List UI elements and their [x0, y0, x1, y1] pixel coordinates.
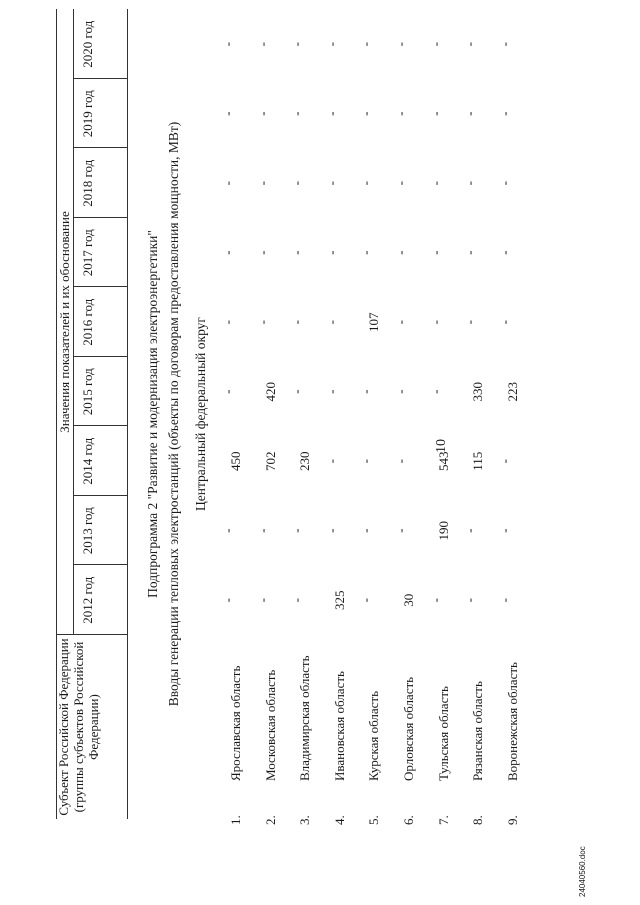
value-cell: -: [254, 250, 270, 255]
value-cell: 543: [435, 451, 451, 471]
year-col-divider: [73, 356, 127, 357]
value-cell: -: [323, 181, 339, 186]
value-cell: -: [323, 111, 339, 116]
value-cell: -: [496, 528, 512, 533]
value-cell: -: [427, 598, 443, 603]
region-name: Ярославская область: [228, 665, 243, 781]
value-cell: -: [254, 42, 270, 47]
value-cell: -: [254, 528, 270, 533]
subprogram-title: Подпрограмма 2 "Развитие и модернизация электроэнергетики": [145, 230, 160, 598]
value-cell: -: [496, 42, 512, 47]
value-cell: -: [358, 42, 374, 47]
value-cell: 230: [297, 451, 313, 471]
row-number: 2.: [262, 815, 278, 825]
value-cell: -: [427, 181, 443, 186]
value-cell: -: [358, 181, 374, 186]
region-name: Московская область: [262, 669, 278, 781]
row-number: 4.: [331, 815, 347, 825]
year-header: 2019 год: [80, 90, 95, 138]
year-col-divider: [73, 495, 127, 496]
value-cell: 115: [470, 451, 486, 471]
year-col-divider: [73, 287, 127, 288]
value-cell: -: [393, 181, 408, 186]
value-cell: 450: [228, 451, 243, 471]
value-cell: -: [323, 250, 339, 255]
value-cell: -: [220, 111, 235, 116]
value-cell: -: [220, 528, 235, 533]
year-header: 2013 год: [80, 507, 95, 555]
value-cell: -: [358, 250, 374, 255]
value-cell: -: [220, 389, 235, 394]
value-cell: -: [220, 250, 235, 255]
value-cell: 190: [435, 521, 451, 541]
year-col-divider: [73, 217, 127, 218]
row-number: 9.: [504, 815, 520, 825]
value-cell: -: [358, 111, 374, 116]
value-cell: -: [220, 42, 235, 47]
value-cell: -: [289, 181, 305, 186]
value-cell: -: [496, 459, 512, 464]
value-cell: -: [462, 250, 478, 255]
row-number: 6.: [401, 815, 416, 825]
value-cell: -: [496, 181, 512, 186]
value-cell: -: [393, 111, 408, 116]
value-cell: -: [496, 250, 512, 255]
row-number: 7.: [435, 815, 451, 825]
value-cell: -: [254, 320, 270, 325]
value-cell: -: [358, 459, 374, 464]
value-cell: -: [358, 598, 374, 603]
value-cell: 325: [331, 590, 347, 610]
region-name: Орловская область: [401, 676, 416, 781]
value-cell: 702: [262, 451, 278, 471]
year-col-divider: [73, 148, 127, 149]
value-cell: -: [427, 320, 443, 325]
value-cell: -: [358, 389, 374, 394]
value-cell: -: [289, 250, 305, 255]
value-cell: -: [254, 598, 270, 603]
value-cell: -: [427, 111, 443, 116]
value-cell: -: [254, 181, 270, 186]
value-cell: -: [427, 250, 443, 255]
value-cell: -: [323, 459, 339, 464]
value-cell: -: [496, 598, 512, 603]
district-title: Центральный федеральный округ: [193, 317, 208, 511]
region-name: Ивановская область: [331, 671, 347, 781]
value-cell: -: [462, 320, 478, 325]
row-number: 8.: [470, 815, 486, 825]
page-number: 10: [434, 439, 449, 453]
value-cell: -: [323, 42, 339, 47]
row-number: 5.: [366, 815, 382, 825]
value-cell: -: [462, 528, 478, 533]
subject-column-header: Субъект Российской Федерации (группы субъектов Российской Федерации): [56, 638, 101, 816]
value-cell: -: [289, 389, 305, 394]
value-cell: -: [220, 598, 235, 603]
year-header: 2017 год: [80, 229, 95, 277]
value-cell: -: [289, 598, 305, 603]
value-cell: 420: [262, 382, 278, 402]
year-col-divider: [73, 565, 127, 566]
region-name: Воронежская область: [504, 662, 520, 781]
value-cell: -: [323, 528, 339, 533]
value-cell: 223: [504, 382, 520, 402]
value-cell: 330: [470, 382, 486, 402]
values-column-header: Значения показателей и их обоснование: [57, 211, 72, 433]
region-name: Владимирская область: [297, 655, 313, 781]
value-cell: -: [323, 389, 339, 394]
years-divider-rule: [73, 9, 74, 635]
value-cell: -: [496, 320, 512, 325]
value-cell: -: [393, 389, 408, 394]
row-number: 3.: [297, 815, 313, 825]
region-name: Рязанская область: [470, 681, 486, 781]
year-header: 2012 год: [80, 576, 95, 624]
value-cell: -: [393, 320, 408, 325]
table-header-bottom-rule: [127, 9, 128, 819]
value-cell: -: [427, 42, 443, 47]
value-cell: -: [289, 42, 305, 47]
value-cell: 107: [366, 312, 382, 332]
value-cell: 30: [401, 593, 416, 607]
value-cell: -: [393, 250, 408, 255]
indicator-title: Вводы генерации тепловых электростанций (объекты по договорам предоставления мощности, МВт): [166, 121, 181, 707]
value-cell: -: [220, 320, 235, 325]
year-col-divider: [73, 78, 127, 79]
value-cell: -: [393, 42, 408, 47]
value-cell: -: [462, 181, 478, 186]
value-cell: -: [220, 181, 235, 186]
value-cell: -: [393, 459, 408, 464]
year-header: 2020 год: [80, 20, 95, 68]
year-header: 2016 год: [80, 298, 95, 346]
region-name: Тульская область: [435, 686, 451, 781]
region-name: Курская область: [366, 690, 382, 781]
value-cell: -: [289, 111, 305, 116]
value-cell: -: [289, 528, 305, 533]
value-cell: -: [323, 320, 339, 325]
value-cell: -: [358, 528, 374, 533]
year-header: 2015 год: [80, 368, 95, 416]
year-header: 2014 год: [80, 437, 95, 485]
value-cell: -: [289, 320, 305, 325]
value-cell: -: [462, 42, 478, 47]
value-cell: -: [462, 598, 478, 603]
value-cell: -: [496, 111, 512, 116]
value-cell: -: [393, 528, 408, 533]
year-col-divider: [73, 426, 127, 427]
value-cell: -: [254, 111, 270, 116]
row-number: 1.: [228, 815, 243, 825]
value-cell: -: [427, 389, 443, 394]
value-cell: -: [462, 111, 478, 116]
footer-filename: 24040560.doc: [578, 846, 587, 897]
year-header: 2018 год: [80, 159, 95, 207]
